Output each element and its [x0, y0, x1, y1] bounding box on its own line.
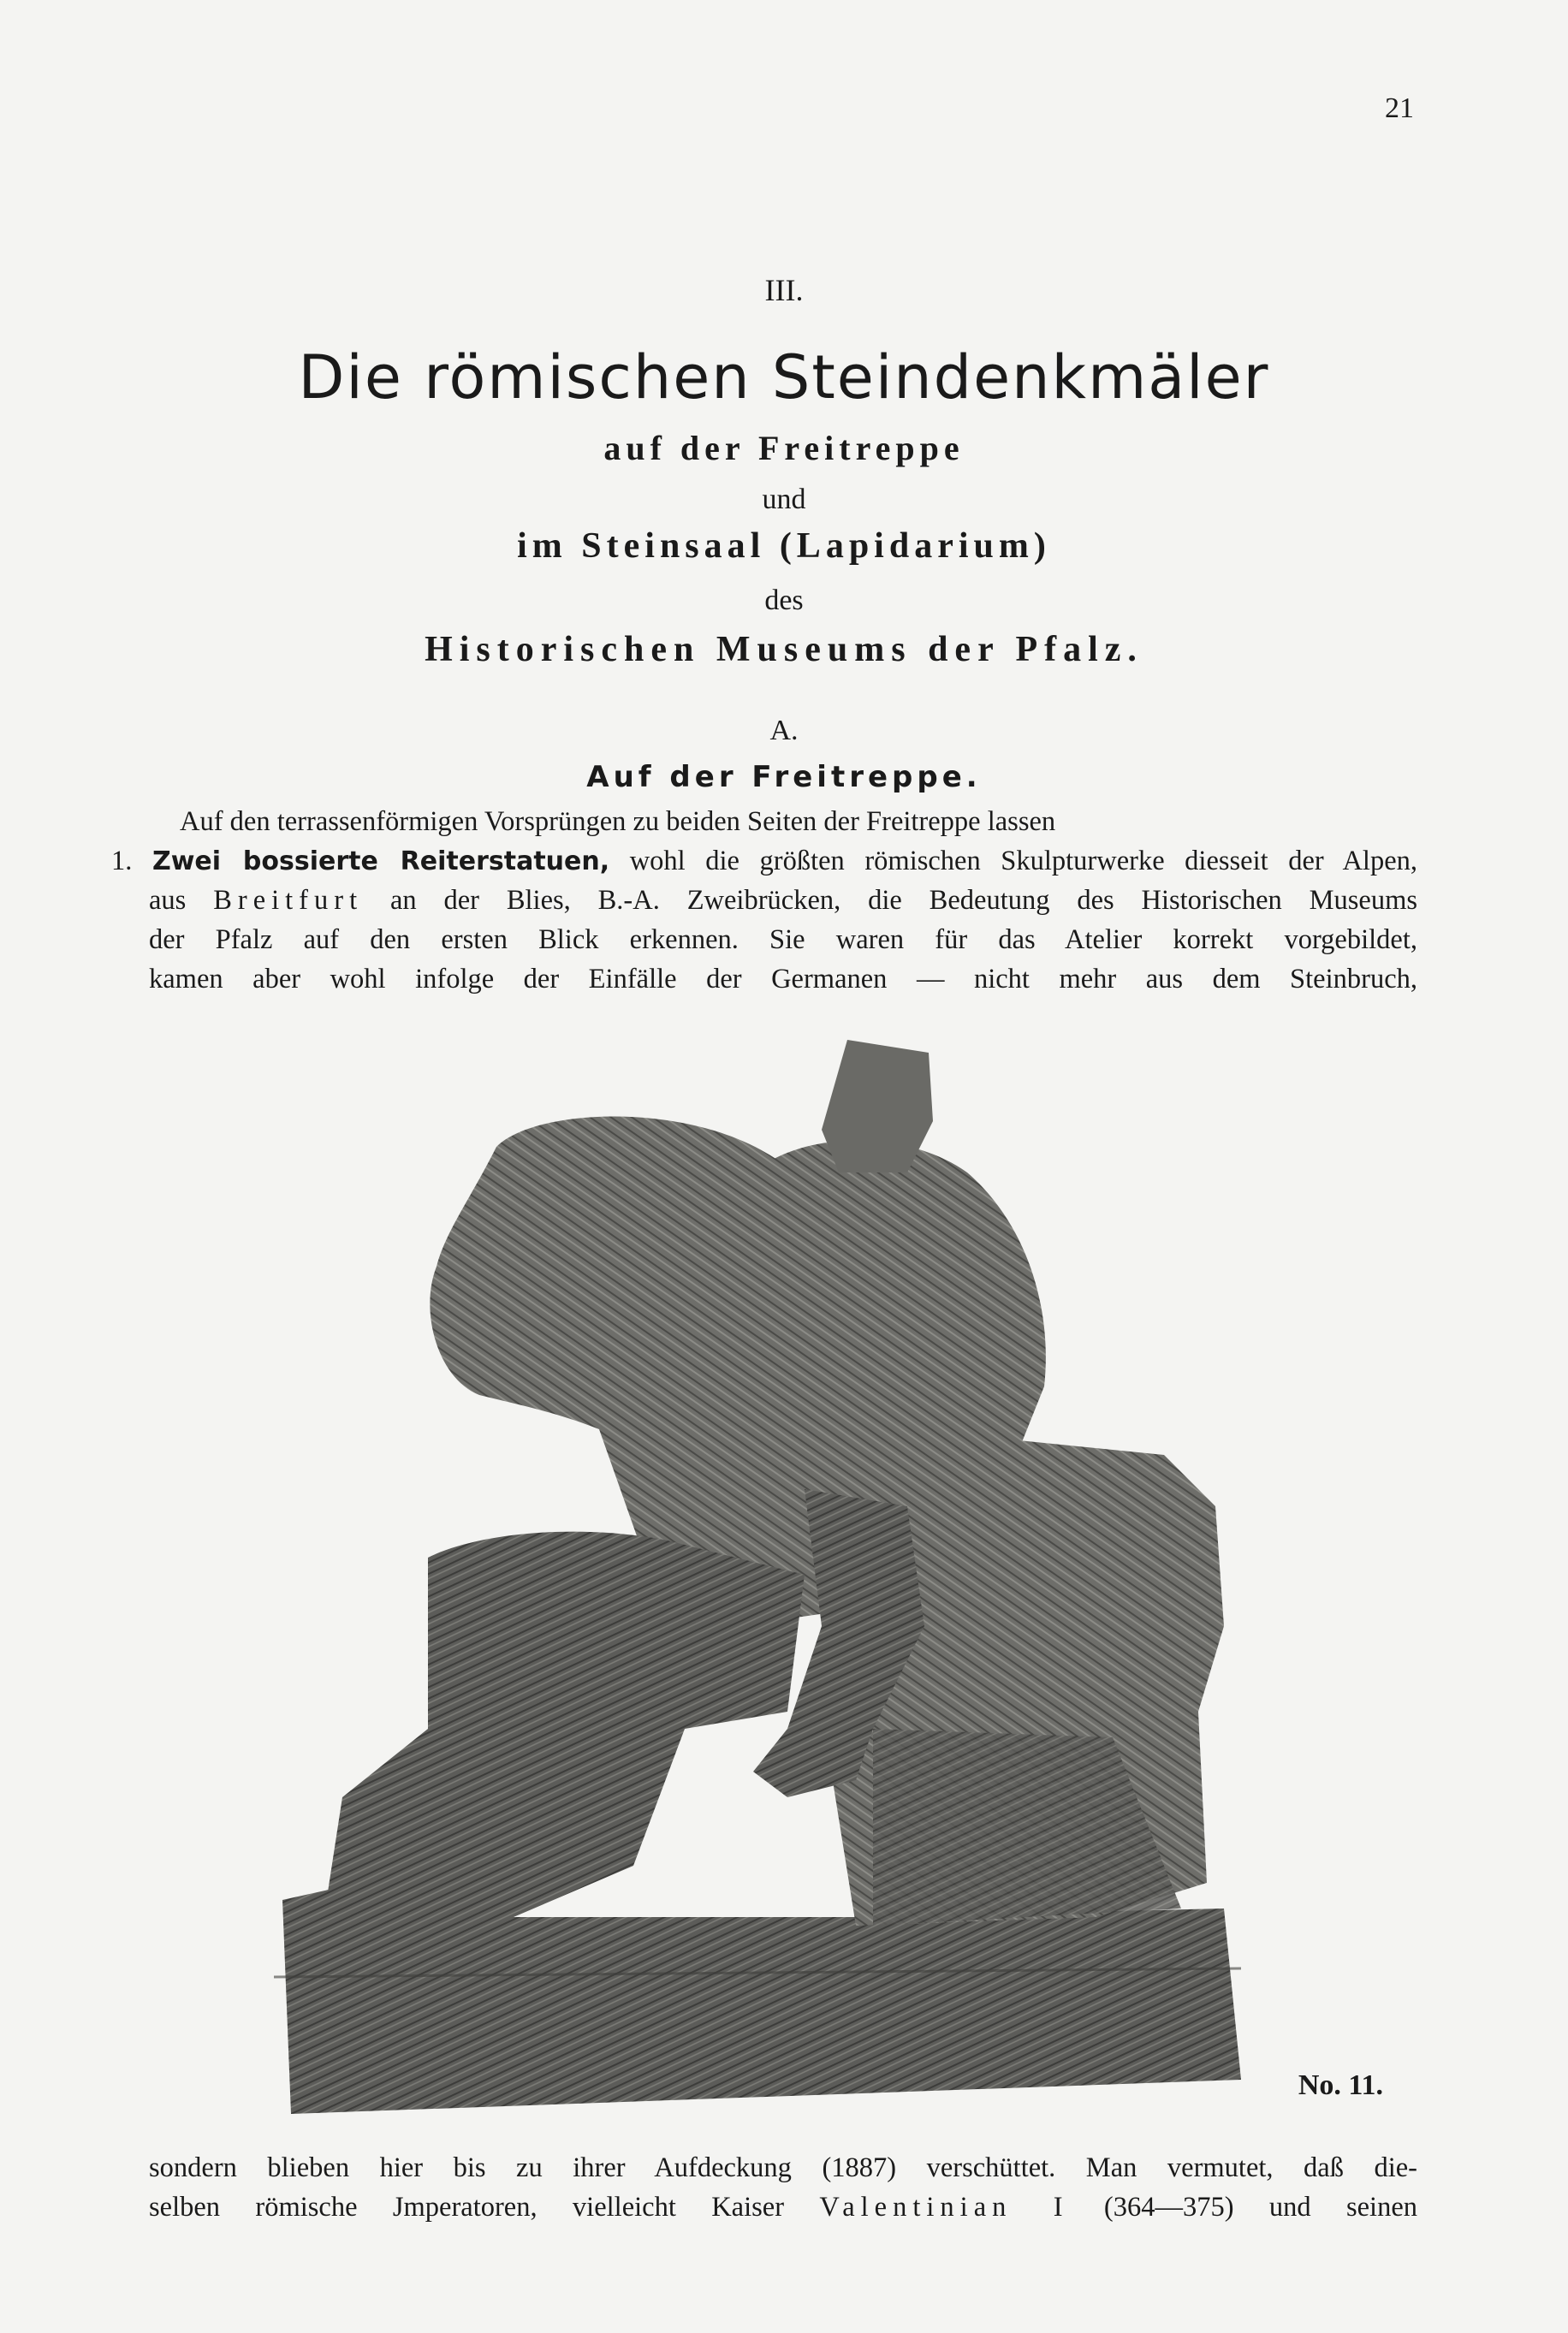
line-text: selben römische Jmperatoren, vielleicht Kaiser	[149, 2192, 785, 2223]
paragraph-line: der Pfalz auf den ersten Blick erkennen. Sie waren für das Atelier korrekt vorgebildet,	[149, 924, 1417, 955]
paragraph-line	[149, 885, 1417, 917]
paragraph-line: kamen aber wohl infolge der Einfälle der Germanen — nicht mehr aus dem Steinbruch,	[149, 964, 1417, 994]
part-numeral: III.	[764, 273, 804, 307]
subtitle-freitreppe: auf der Freitreppe	[603, 429, 965, 467]
paragraph-line	[111, 846, 1417, 877]
paragraph-line: Auf den terrassenförmigen Vorsprüngen zu beiden Seiten der Freitreppe lassen	[180, 806, 1056, 837]
item-title: Zwei bossierte Reiterstatuen,	[151, 846, 610, 876]
section-heading: Auf der Freitreppe.	[586, 760, 982, 794]
subtitle-steinsaal: im Steinsaal (Lapidarium)	[517, 526, 1051, 566]
page-title: Die römischen Steindenkmäler	[298, 342, 1270, 413]
paragraph-line: sondern blieben hier bis zu ihrer Aufdeckung (1887) verschüttet. Man vermutet, daß die-	[149, 2152, 1417, 2183]
paragraph-line	[149, 2192, 1417, 2223]
page-number: 21	[1385, 92, 1414, 124]
subtitle-museum: Historischen Museums der Pfalz.	[425, 630, 1143, 669]
figure-caption: No. 11.	[1298, 2069, 1383, 2101]
equestrian-statue-photo-icon	[257, 1027, 1250, 2122]
line-text: wohl die größten römischen Skulpturwerke diesseit der Alpen,	[629, 846, 1418, 876]
rider-head	[822, 1040, 933, 1172]
item-number: 1.	[111, 846, 133, 876]
conjunction-des: des	[764, 585, 804, 616]
conjunction-und: und	[762, 484, 806, 515]
horse-forelegs	[325, 1532, 805, 1926]
line-text: (364—375) und seinen	[1103, 2192, 1417, 2223]
line-text: an der Blies, B.-A. Zweibrücken, die Bedeutung des Historischen Museums	[389, 885, 1418, 916]
emperor-name: Valentinian I	[819, 2192, 1069, 2223]
place-name: Breitfurt	[213, 885, 364, 916]
section-letter: A.	[769, 715, 799, 746]
line-text: aus	[149, 885, 187, 916]
